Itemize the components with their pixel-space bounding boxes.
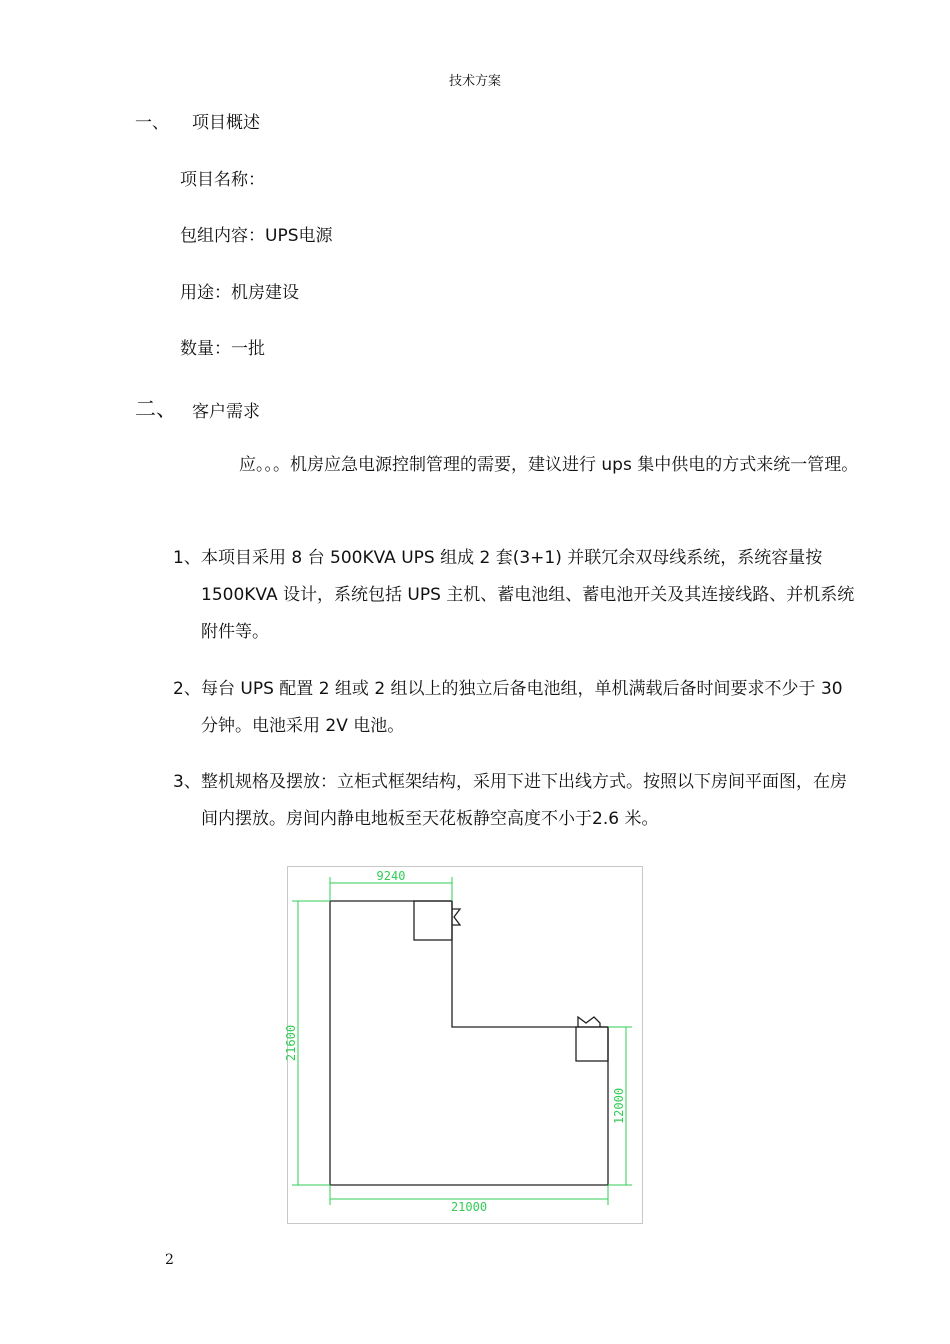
requirement-item-2 — [173, 671, 863, 745]
section-2-heading — [135, 397, 435, 421]
dim-label-right: 12000 — [612, 1087, 626, 1125]
item-text: 每台 UPS 配置 2 组或 2 组以上的独立后备电池组，单机满载后备时间要求不少于 30 分钟。电池采用 2V 电池。 — [201, 679, 843, 736]
dim-label-left: 21600 — [284, 1024, 298, 1062]
item-number: 2、 — [173, 679, 201, 699]
room-walls — [330, 901, 608, 1185]
section-title: 项目概述 — [192, 113, 260, 133]
item-text: 整机规格及摆放：立柜式框架结构，采用下进下出线方式。按照以下房间平面图，在房间内摆放。房间内静电地板至天花板静空高度不小于2.6 米。 — [201, 772, 847, 829]
dimension-lines — [292, 877, 632, 1205]
floor-plan-figure — [284, 866, 643, 1224]
package-content-field: 包组内容：UPS电源 — [180, 226, 333, 246]
section-1-heading — [135, 108, 435, 132]
quantity-field: 数量：一批 — [180, 339, 265, 359]
dim-label-bottom: 21000 — [450, 1200, 488, 1214]
dim-label-top: 9240 — [376, 869, 406, 883]
requirement-item-3 — [173, 764, 863, 838]
floor-plan-drawing — [284, 867, 642, 1223]
item-text: 本项目采用 8 台 500KVA UPS 组成 2 套(3+1) 并联冗余双母线系统，系统容量按 1500KVA 设计，系统包括 UPS 主机、蓄电池组、蓄电池开关及其连接线路、并机系统附件等。 — [201, 548, 855, 642]
door-box-right — [576, 1027, 608, 1061]
requirement-intro: 应。。。机房应急电源控制管理的需要，建议进行 ups 集中供电的方式来统一管理。 — [239, 455, 859, 475]
page-header: 技术方案 — [448, 74, 501, 89]
page-number: 2 — [165, 1252, 174, 1268]
room-outline — [330, 901, 608, 1185]
project-name-field: 项目名称： — [180, 170, 265, 190]
item-number: 3、 — [173, 772, 201, 792]
requirement-item-1 — [173, 540, 863, 651]
door-symbol-top — [452, 909, 460, 925]
door-symbol-right — [578, 1017, 600, 1027]
door-box-top — [414, 901, 452, 940]
section-title: 客户需求 — [192, 402, 260, 422]
usage-field: 用途：机房建设 — [180, 283, 299, 303]
section-number: 一、 — [135, 113, 169, 133]
section-number: 二、 — [135, 397, 177, 421]
dimension-labels — [284, 869, 626, 1214]
item-number: 1、 — [173, 548, 201, 568]
